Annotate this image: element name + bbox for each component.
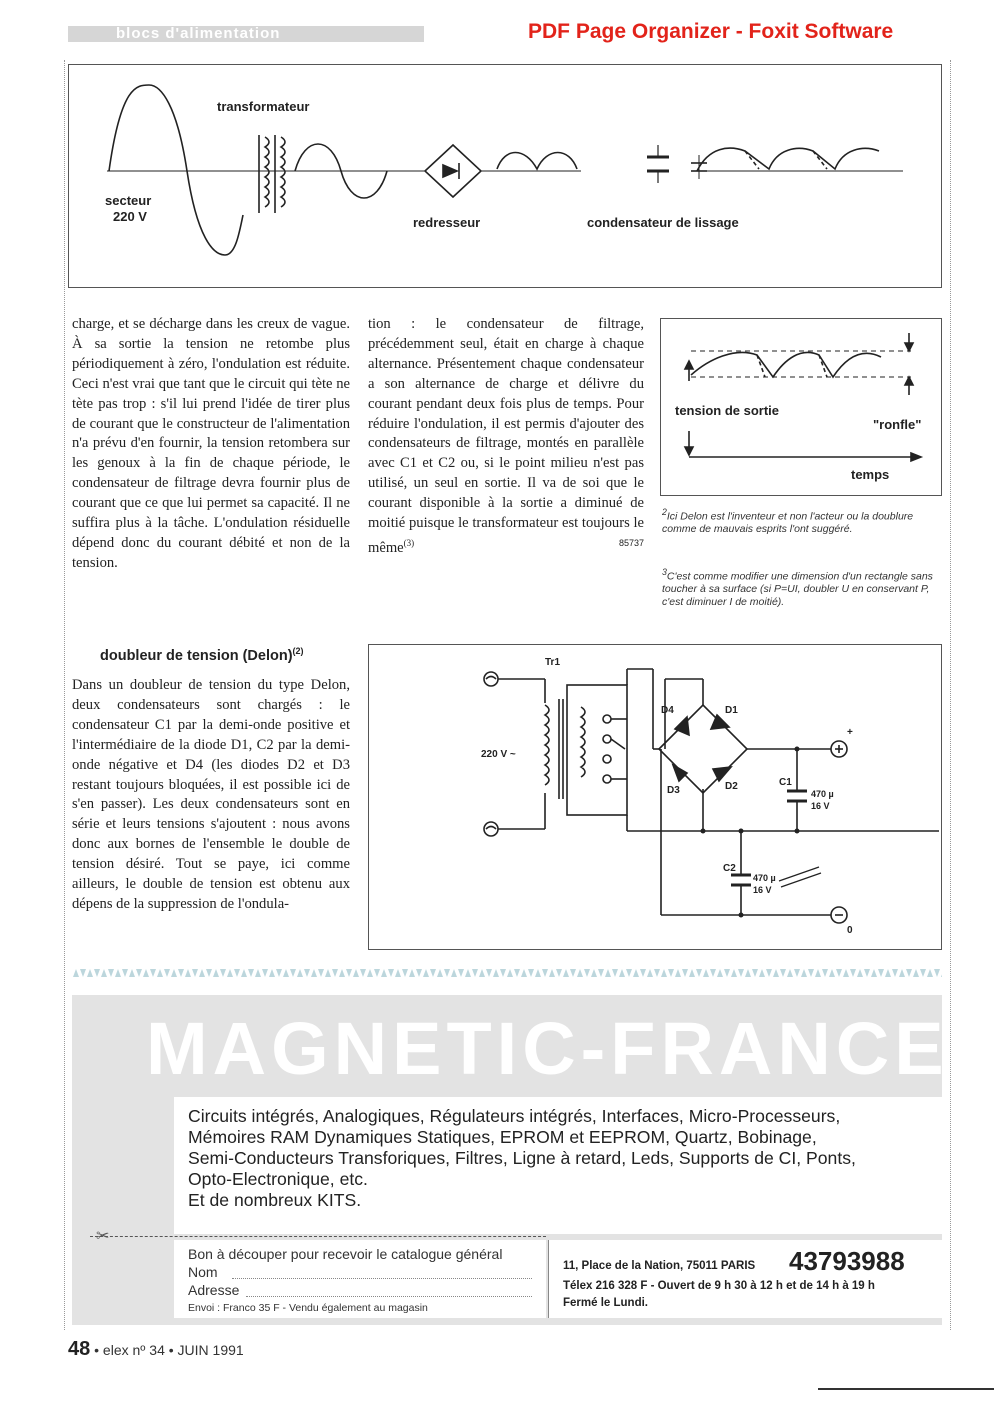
- cut-line: [90, 1236, 546, 1237]
- label-d1: D1: [725, 705, 738, 716]
- label-c2-voltage: 16 V: [753, 885, 772, 895]
- coupon-address-label: Adresse: [188, 1282, 240, 1298]
- section-heading-text: doubleur de tension (Delon): [100, 647, 293, 664]
- schematic-svg: [369, 645, 941, 949]
- ad-line: Opto-Electronique, etc.: [188, 1169, 368, 1189]
- label-transformer: transformateur: [217, 99, 310, 114]
- ad-line: Mémoires RAM Dynamiques Statiques, EPROM et EEPROM, Quartz, Bobinage,: [188, 1127, 817, 1147]
- section-body-paragraph: Dans un doubleur de tension du type Delon, deux condensateurs sont chargés : le condensateur C1 par la demi-onde positive et l'intermédiaire de la diode D1, C2 par la demi-onde négative et D4 (les diodes D2 et D3 restant toujours bloquées, il est possible ici de s'en passer). Les deux condensateurs sont en série et leurs tensions s'ajoutent : nous avons donc aux bornes de l'ensemble le double de tension désiré. Tout se paye, ici comme ailleurs, le double de tension est obtenu aux dépens de la suppression de l'ondula-: [72, 677, 350, 912]
- coupon-title: Bon à découper pour recevoir le catalogue général: [188, 1246, 503, 1262]
- label-d4: D4: [661, 705, 674, 716]
- page-number: 48: [68, 1338, 91, 1360]
- column-left-paragraph: charge, et se décharge dans les creux de vague. À sa sortie la tension ne retombe plus périodiquement à zéro, l'ondulation est réduite. Ceci n'est vrai que tant que le circuit qui tète ne tète pas trop : s'il lui prend l'idée de tirer plus de courant que le constructeur de l'alimentation n'a prévu d'en fournir, la tension retombera sur les genoux à la fin de chaque période, le condensateur de filtrage devra fournir plus de courant que ce que lui permet sa capacité. Il ne suffira plus à la tâche. L'ondulation résiduelle dépend donc du courant débité et non de la tension.: [72, 316, 350, 571]
- section-heading: [100, 646, 304, 664]
- footnote-3-number: 3: [662, 567, 667, 577]
- ad-brand: MAGNETIC-FRANCE: [146, 1007, 949, 1090]
- label-input-voltage: 220 V ~: [481, 749, 516, 760]
- contact-phone: 43793988: [789, 1246, 905, 1276]
- contact-telex-hours: Télex 216 328 F - Ouvert de 9 h 30 à 12 h et de 14 h à 19 h: [563, 1280, 875, 1292]
- footnote-3: [662, 566, 942, 608]
- contact-closed-day: Fermé le Lundi.: [563, 1297, 648, 1309]
- label-ripple: "ronfle": [873, 417, 922, 432]
- ad-line: Circuits intégrés, Analogiques, Régulateurs intégrés, Interfaces, Micro-Processeurs,: [188, 1106, 841, 1126]
- section-body: [72, 676, 350, 915]
- ad-line: Et de nombreux KITS.: [188, 1190, 362, 1210]
- label-mains: secteur: [105, 193, 152, 208]
- label-capacitor: condensateur de lissage: [587, 215, 739, 230]
- coupon-address-line: [246, 1296, 532, 1297]
- footnote-ref-3: (3): [403, 537, 415, 548]
- watermark: PDF Page Organizer - Foxit Software: [528, 20, 894, 43]
- ad-product-list: [188, 1106, 938, 1211]
- footnote-2: [662, 506, 942, 536]
- label-tr1: Tr1: [545, 657, 561, 668]
- issue-info: • elex nº 34 • JUIN 1991: [94, 1342, 244, 1358]
- footnote-2-number: 2: [662, 507, 667, 517]
- triangle-strip-svg: [72, 967, 942, 978]
- label-c1: C1: [779, 777, 792, 788]
- article-code: 85737: [618, 537, 644, 548]
- label-d2: D2: [725, 781, 738, 792]
- label-plus: +: [847, 727, 853, 738]
- label-time: temps: [851, 467, 890, 482]
- footnote-2-text: Ici Delon est l'inventeur et non l'acteur ou la doublure comme de mauvais esprits l'ont suggéré.: [662, 510, 914, 535]
- scan-edge-mark: [818, 1388, 994, 1390]
- coupon-shipping: Envoi : Franco 35 F - Vendu également au magasin: [188, 1302, 428, 1314]
- label-d3: D3: [667, 785, 680, 796]
- right-margin-rule: [950, 60, 951, 1330]
- voltage-doubler-schematic: [368, 644, 942, 950]
- ripple-diagram: [660, 318, 942, 496]
- column-left: [72, 315, 350, 574]
- section-title: blocs d'alimentation: [116, 25, 281, 42]
- label-c2-value: 470 µ: [753, 873, 776, 883]
- contact-panel: [548, 1240, 942, 1318]
- coupon: [174, 1240, 546, 1318]
- label-rectifier: redresseur: [413, 215, 481, 230]
- rectifier-diagram: [68, 64, 942, 288]
- label-zero: 0: [847, 925, 853, 936]
- section-header-band: [68, 26, 424, 42]
- page-footer: [68, 1338, 244, 1361]
- ad-line: Semi-Conducteurs Transforiques, Filtres, Ligne à retard, Leds, Supports de CI, Ponts,: [188, 1148, 856, 1168]
- left-margin-rule: [64, 60, 65, 1330]
- ripple-diagram-svg: [661, 319, 941, 495]
- footnote-3-text: C'est comme modifier une dimension d'un rectangle sans toucher à sa surface (si P=UI, doubler U en conservant P, c'est diminuer I de moitié).: [662, 570, 933, 608]
- coupon-name-label: Nom: [188, 1264, 218, 1280]
- label-c1-voltage: 16 V: [811, 801, 830, 811]
- footnote-ref-2: (2): [292, 646, 304, 656]
- label-c1-value: 470 µ: [811, 789, 834, 799]
- label-voltage: 220 V: [113, 209, 147, 224]
- contact-address: 11, Place de la Nation, 75011 PARIS: [563, 1260, 756, 1272]
- label-output-voltage: tension de sortie: [675, 403, 780, 418]
- label-c2: C2: [723, 863, 736, 874]
- triangle-strip: [72, 966, 942, 978]
- coupon-name-line: [232, 1278, 532, 1279]
- scissors-icon: ✂: [96, 1228, 110, 1245]
- column-middle: [368, 315, 644, 559]
- column-middle-paragraph: [368, 315, 644, 559]
- rectifier-diagram-svg: [69, 65, 941, 287]
- column-middle-text: tion : le condensateur de filtrage, précédemment seul, était en charge à chaque alternance. Présentement chaque condensateur a son alternance de charge et délivre du courant pendant deux fois plus de temps. Pour réduire l'ondulation, il est permis d'ajouter des condensateurs de filtrage, montés en parallèle avec C1 et C2 ou, si le point milieu n'est pas utilisé, un seul en sortie. Il va de soi que le courant disponible à la sortie a diminué de moitié puisque le transformateur est toujours le même: [368, 316, 644, 556]
